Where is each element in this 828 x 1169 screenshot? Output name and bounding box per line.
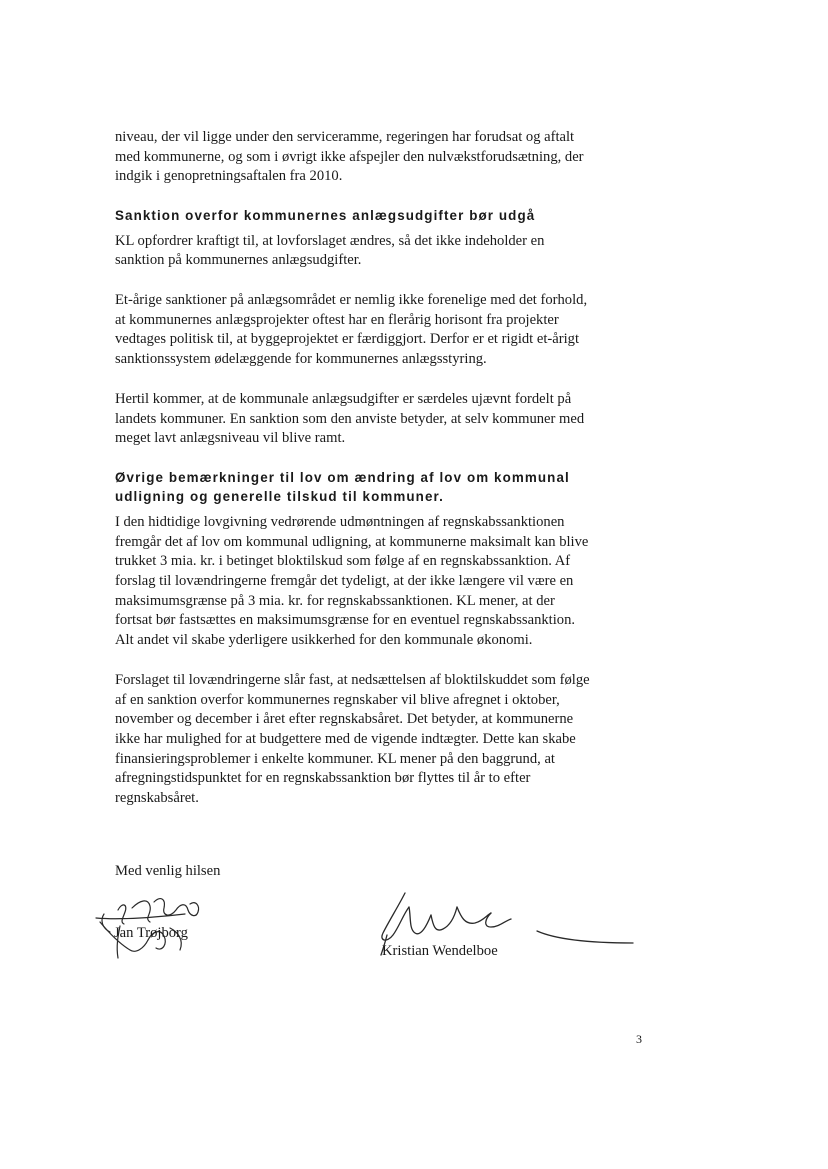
page-number: 3 [636, 1032, 642, 1046]
signatory-name-2: Kristian Wendelboe [382, 943, 498, 959]
body-paragraph: I den hidtidige lovgivning vedrørende udmøntningen af regnskabssanktionen fremgår det af lov om kommunal udligning, at kommunerne maksimalt kan blive trukket 3 mia. kr. i betinget bloktilskud som følge af en regnskabssanktion. Af forslag til lovændringerne fremgår det tydeligt, at der ikke længere vil være en maksimumsgrænse på 3 mia. kr. for regnskabssanktionen. KL mener, at der fortsat bør fastsættes en maksimumsgrænse for en eventuel regnskabssanktion. Alt andet vil skabe yderligere usikkerhed for den kommunale økonomi. [115, 513, 589, 649]
body-paragraph: Forslaget til lovændringerne slår fast, at nedsættelsen af bloktilskuddet som følge af en sanktion overfor kommunernes regnskaber vil blive afregnet i oktober, november og december i året efter regnskabsåret. Det betyder, at kommunerne ikke har mulighed for at budgettere med de vigende indtægter. Dette kan skabe finansieringsproblemer i enkelte kommuner. KL mener på den baggrund, at afregningstidspunktet for en regnskabssanktion bør flyttes til år to efter regnskabsåret. [115, 671, 590, 807]
body-paragraph: Et-årige sanktioner på anlægsområdet er nemlig ikke forenelige med det forhold, at kommunernes anlægsprojekter oftest har en flerårig horisont fra projekter vedtages politisk til, at byggeprojektet er færdiggjort. Derfor er et rigidt et-årigt sanktionssystem ødelæggende for kommunernes anlægsstyring. [115, 292, 588, 368]
closing-salutation: Med venlig hilsen [115, 863, 221, 879]
signatory-name-1: Jan Trøjborg [114, 925, 188, 941]
section-heading-anlaegsudgifter: Sanktion overfor kommunernes anlægsudgifter bør udgå [115, 208, 536, 224]
section-heading-oevrige-bemaerkninger: Øvrige bemærkninger til lov om ændring af lov om kommunal udligning og generelle tilskud til kommuner. [115, 469, 570, 505]
body-paragraph: KL opfordrer kraftigt til, at lovforslaget ændres, så det ikke indeholder en sanktion på kommunernes anlægsudgifter. [115, 232, 545, 269]
intro-paragraph: niveau, der vil ligge under den serviceramme, regeringen har forudsat og aftalt med kommunerne, og som i øvrigt ikke afspejler den nulvækstforudsætning, der indgik i genopretningsaftalen fra 2010. [115, 129, 584, 185]
letter-body [115, 128, 595, 809]
body-paragraph: Hertil kommer, at de kommunale anlægsudgifter er særdeles ujævnt fordelt på landets kommuner. En sanktion som den anviste betyder, at selv kommuner med meget lavt anlægsniveau vil blive ramt. [115, 390, 585, 447]
